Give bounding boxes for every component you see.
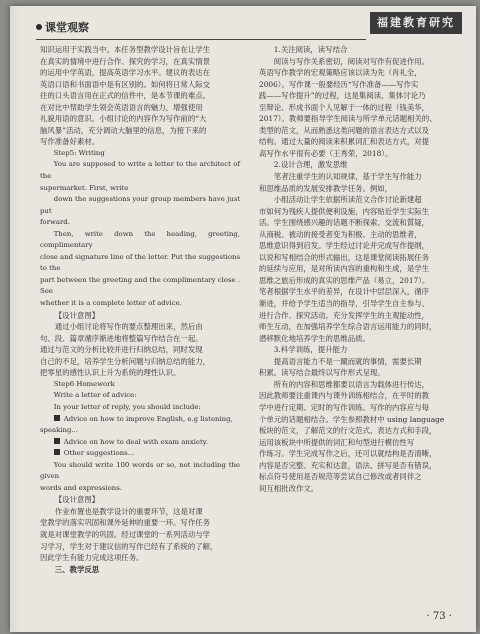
line-text: 从商税、被动的接受者变为积极、主动的思维者，: [259, 229, 422, 239]
text-line: [40, 356, 240, 368]
journal-page: [10, 6, 476, 632]
text-line: [40, 310, 240, 322]
text-line: [259, 390, 459, 402]
line-text: 在真实的情境中进行合作、探究的学习，在真实情景: [40, 56, 210, 66]
text-line: [40, 136, 240, 148]
bullet-icon: [36, 24, 42, 30]
text-line: [40, 425, 240, 437]
text-line: [40, 148, 240, 160]
line-text: 2.设计合理，激发思维: [273, 160, 348, 170]
line-text: words and expressions.: [40, 483, 122, 492]
text-line: [259, 125, 459, 137]
line-text: 自己的不足，培养学生分析问题与归纳总结的能力，: [40, 356, 210, 366]
line-text: 运用该板块中所提供的词汇和句型进行模仿性写: [259, 437, 415, 447]
text-line: [40, 79, 240, 91]
line-text: 作练习。学生完成写作之后，还可以就结构是否清晰，: [259, 449, 437, 459]
text-line: [40, 90, 240, 102]
line-text: 标点符号使用是否规范等尝试自己修改或者同伴之: [259, 472, 422, 482]
text-line: [259, 460, 459, 472]
square-bullet-icon: [54, 438, 60, 444]
left-column: [40, 44, 240, 575]
line-text: Then, write down the heading, greeting, complimentary: [40, 229, 240, 250]
line-text: 活。学生围绕感兴趣的话题不断探索、交流和質疑，: [259, 218, 429, 228]
text-line: [259, 217, 459, 229]
line-text: 写作准备好素材。: [40, 137, 100, 147]
line-text: 脑风暴”活动，充分调动大脑里的信息，为接下来的: [40, 125, 207, 135]
text-line: [40, 506, 240, 518]
line-text: 英语写作教学的宏观策略应该以读为先（肖礼全，: [259, 68, 422, 78]
line-text: 市如何为残疾人提供便利设施，内容贴近学生实际生: [259, 206, 429, 216]
text-line: [40, 194, 240, 217]
text-line: [40, 298, 240, 310]
text-line: [40, 333, 240, 345]
text-line: [259, 483, 459, 495]
line-text: close and signature line of the letter. Put the suggestions to the: [40, 252, 240, 273]
line-text: 【设计意图】: [54, 495, 100, 505]
text-line: [40, 367, 240, 379]
text-line: [259, 113, 459, 125]
line-text: 笔者根据学生水平的差异，在设计中层层深入，循序: [259, 287, 429, 297]
text-line: [259, 183, 459, 195]
text-line: [259, 136, 459, 148]
text-line: [259, 263, 459, 275]
line-text: 至辩论、形成书面个人见解于一体的过程（钱美华，: [259, 102, 429, 112]
line-text: 学中进行定期、定时的写作训练。写作的内容应与每: [259, 402, 429, 412]
text-line: [40, 102, 240, 114]
line-text: 通过与范文的分析比较并进行归纳总结，同时发现: [40, 345, 203, 355]
line-text: 板块的范文，了解范文的行文范式、表达方式和手段，: [259, 426, 437, 436]
line-text: 积累。读写结合最终以写作形式呈现。: [259, 368, 385, 378]
text-line: [259, 367, 459, 379]
text-line: [40, 56, 240, 68]
line-text: 践——写作提升”的过程，这是集阅读、集体讨论乃: [259, 91, 426, 101]
page-header: [30, 12, 462, 42]
line-text: Advice on how to improve English, e.g listening,: [63, 414, 233, 423]
line-text: 渐进，并给予学生适当的指导，引导学生自主参与、: [259, 299, 429, 309]
header-rule: [36, 39, 366, 40]
text-line: [259, 275, 459, 287]
text-line: [259, 159, 459, 171]
line-text: Write a letter of advice:: [53, 391, 137, 400]
text-line: [259, 310, 459, 322]
line-text: 的运用中学英语，提高英语学习水平。建议的表达在: [40, 68, 210, 78]
line-text: 思维意识得到启发。学生经过讨论并完成写作提纲，: [259, 241, 429, 251]
line-text: 高写作水平很有必要（王秀荣，2018）。: [259, 148, 393, 158]
line-text: 习学习，学生对于建议信的写作已经有了系统的了解，: [40, 541, 218, 551]
section-label: [36, 19, 89, 35]
text-line: [40, 379, 240, 391]
text-line: [40, 541, 240, 553]
text-line: [40, 483, 240, 495]
line-text: Step5: Writing: [53, 148, 105, 157]
text-line: [259, 171, 459, 183]
line-text: 进行合作、探究活动。充分发挥学生的主观能动性，: [259, 310, 429, 320]
text-line: [259, 286, 459, 298]
text-line: [40, 159, 240, 182]
line-text: 个单元的话题相结合。学生参照教材中 using language: [259, 414, 445, 424]
text-line: [40, 125, 240, 137]
text-line: [259, 344, 459, 356]
line-text: 三、教学反思: [54, 564, 100, 574]
line-text: 把零星的感性认识上升为系统的理性认识。: [40, 368, 181, 378]
line-text: 小组活动让学生依据所读范文合作讨论新建超: [273, 195, 422, 205]
line-text: 和思维品质的发展安排教学任务。例如，: [259, 183, 393, 193]
line-text: 思维之旅后形成的真实的思维产品（易立，2017）。: [259, 275, 430, 285]
line-text: 通过小组讨论将写作的要点整理出来，然后由: [54, 322, 203, 332]
text-line: [259, 402, 459, 414]
text-line: [40, 517, 240, 529]
text-line: [259, 356, 459, 368]
text-line: [259, 67, 459, 79]
line-text: 礼貌用语的意识。小组讨论的内容作为写作前的“大: [40, 114, 207, 124]
text-line: [259, 298, 459, 310]
line-text: 在对比中帮助学生领会英语语言的魅力，增强使用: [40, 102, 203, 112]
text-line: [40, 414, 240, 426]
line-text: 【设计意图】: [54, 310, 100, 320]
text-line: [259, 56, 459, 68]
text-line: [259, 414, 459, 426]
line-text: 作业布置也是教学设计的重要环节，这是对课: [54, 506, 203, 516]
text-line: [259, 437, 459, 449]
line-text: whether it is a complete letter of advice.: [40, 299, 182, 308]
text-line: [40, 390, 240, 402]
line-text: down the suggestions your group members have just put: [40, 195, 240, 215]
text-line: [40, 494, 240, 506]
right-column: [259, 44, 459, 494]
line-text: 潜移默化地培养学生的思维品质。: [259, 333, 370, 343]
line-text: Advice on how to deal with exam anxiety.: [63, 437, 208, 446]
line-text: 所有的内容和思维都要以语言为载体进行传达，: [273, 379, 430, 389]
line-text: Step6 Homework: [53, 379, 115, 388]
square-bullet-icon: [54, 415, 60, 421]
text-line: [40, 229, 240, 252]
line-text: 阅读与写作关系密切，阅读对写作有促进作用。: [273, 56, 430, 66]
text-line: [259, 194, 459, 206]
text-line: [40, 275, 240, 298]
text-line: [40, 183, 240, 195]
line-text: You should write 100 words or so, not including the given: [40, 460, 240, 481]
text-line: [259, 252, 459, 264]
line-text: 因此学生有能力完成这项任务。: [40, 553, 144, 563]
text-line: [259, 90, 459, 102]
line-text: 2006）。写作课一般要经历“写作准备——写作实: [259, 79, 419, 89]
line-text: 类型的范文，从而熟悉这类问题的语言表达方式以及: [259, 125, 429, 135]
text-line: [259, 44, 459, 56]
square-bullet-icon: [54, 449, 60, 455]
line-text: Other suggestions...: [63, 449, 135, 458]
text-line: [259, 379, 459, 391]
text-line: [259, 240, 459, 252]
text-line: [259, 229, 459, 241]
text-line: [40, 460, 240, 483]
line-text: 的延续与应用，是对所读内容的重构和生成，是学生: [259, 264, 429, 274]
line-text: 师生互动，在加强培养学生综合语言运用能力的同时，: [259, 322, 437, 332]
text-line: [40, 217, 240, 229]
section-title: 课堂观察: [45, 21, 89, 34]
line-text: 知识运用于实践当中。本任务型教学设计旨在让学生: [40, 45, 210, 54]
line-text: part between the greeting and the complimentary close . See: [40, 275, 240, 296]
journal-title: 福建教育研究: [370, 12, 462, 34]
line-text: 因此教师要注重课内与课外训练相结合，在平时的教: [259, 391, 429, 401]
text-line: [40, 529, 240, 541]
line-text: 2017）。教师要指导学生阅读与所学单元话题相关的、: [259, 114, 437, 124]
line-text: 句、段、篇章循序渐进地将整篇写作结合在一起。: [40, 333, 203, 343]
text-line: [40, 402, 240, 414]
text-line: [40, 67, 240, 79]
line-text: 以说和写相结合的形式输出，这是课堂阅读拓展任务: [259, 252, 429, 262]
line-text: 内容是否完整、充实和达意，语法、拼写是否有错误，: [259, 460, 437, 470]
line-text: supermarket. First, write: [40, 183, 129, 192]
line-text: 结构。通过大量的阅读来积累词汇和表达方式，对提: [259, 137, 429, 147]
text-line: [40, 113, 240, 125]
line-text: 往的口头语言用在正式的信件中，是本节课的难点。: [40, 91, 210, 101]
line-text: forward.: [40, 218, 70, 227]
text-line: [259, 471, 459, 483]
text-line: [259, 448, 459, 460]
line-text: 1.关注阅读，读写结合: [273, 45, 348, 54]
text-line: [259, 333, 459, 345]
text-line: [259, 425, 459, 437]
text-line: [259, 102, 459, 114]
line-text: In your letter of reply, you should include:: [53, 402, 201, 411]
page-number: · 73 ·: [426, 611, 452, 622]
line-text: 3.科学训练，提升能力: [273, 345, 348, 355]
line-text: 堂教学的落实巩固和课外延伸的重要一环。写作任务: [40, 518, 210, 528]
text-line: [259, 148, 459, 160]
text-line: [40, 448, 240, 460]
text-line: [259, 79, 459, 91]
text-line: [40, 552, 240, 564]
text-line: [40, 321, 240, 333]
text-line: [40, 437, 240, 449]
line-text: 间互相批改作文。: [259, 483, 319, 493]
text-line: [40, 252, 240, 275]
line-text: 笔者注重学生的认知规律，基于学生写作能力: [273, 172, 422, 182]
line-text: speaking...: [40, 426, 78, 435]
text-line: [40, 44, 240, 56]
line-text: You are supposed to write a letter to the architect of the: [40, 160, 240, 181]
text-line: [259, 206, 459, 218]
text-line: [40, 564, 240, 576]
text-line: [40, 344, 240, 356]
line-text: 就是对课堂教学的巩固。经过课堂的一系列活动与学: [40, 529, 210, 539]
line-text: 英语口语和书面语中是有区别的。如何将日常人际交: [40, 79, 210, 89]
text-line: [259, 321, 459, 333]
line-text: 提高语言能力不是一蹴而就的事情，需要长期: [273, 356, 422, 366]
